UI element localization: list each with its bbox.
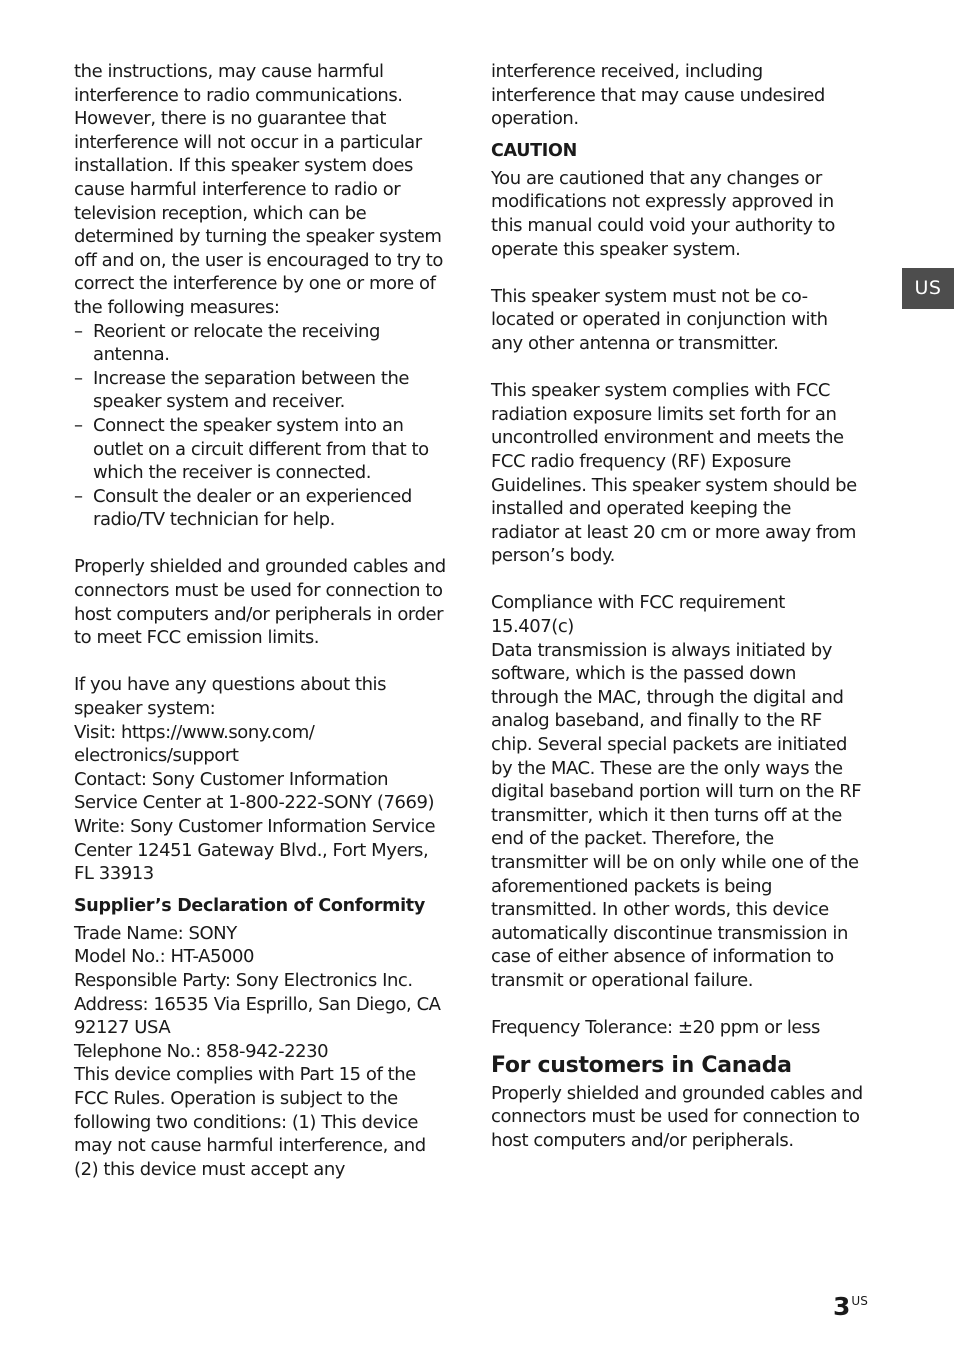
page-number-value: 3 [833, 1292, 851, 1321]
caution-heading: CAUTION [491, 140, 577, 161]
co-location-paragraph: This speaker system must not be co-located or operated in conjunction with any other antenna or transmitter. [491, 285, 828, 354]
part15-compliance-paragraph: This device complies with Part 15 of the FCC Rules. Operation is subject to the following two conditions: (1) This device may not cause harmful interference, and (2) this device must accept any [74, 1064, 426, 1180]
visit-line: Visit: https://www.sony.com/ electronics/support [74, 721, 315, 767]
page-number-suffix: US [851, 1294, 868, 1308]
left-column [74, 60, 450, 1181]
canada-heading: For customers in Canada [491, 1052, 792, 1078]
page-number [833, 1292, 868, 1321]
model-number-line: Model No.: HT-A5000 [74, 946, 254, 968]
canada-paragraph: Properly shielded and grounded cables and connectors must be used for connection to host computers and/or peripherals. [491, 1082, 863, 1151]
shielded-cables-paragraph: Properly shielded and grounded cables and connectors must be used for connection to host computers and/or peripherals in order to meet FCC emission limits. [74, 556, 446, 649]
interference-continuation-paragraph: interference received, including interference that may cause undesired operation. [491, 61, 825, 130]
frequency-tolerance-line: Frequency Tolerance: ±20 ppm or less [491, 1017, 820, 1039]
right-column [491, 60, 863, 1153]
caution-paragraph: You are cautioned that any changes or modifications not expressly approved in this manual could void your authority to operate this speaker system. [491, 167, 835, 260]
rf-exposure-paragraph: This speaker system complies with FCC radiation exposure limits set forth for an uncontrolled environment and meets the FCC radio frequency (RF) Exposure Guidelines. This speaker system should be installed and operated keeping the radiator at least 20 cm or more away from person’s body. [491, 380, 857, 567]
region-tab: US [902, 268, 954, 309]
measure-item: – Consult the dealer or an experienced radio/TV technician for help. [74, 485, 450, 532]
data-transmission-paragraph: Data transmission is always initiated by software, which is the passed down through the MAC, through the digital and analog baseband, and finally to the RF chip. Several special packets are initiated by the MAC. These are the only ways the digital baseband portion will turn on the RF transmitter, which it then turns off at the end of the packet. Therefore, the transmitter will be on only while one of the aforementioned packets is being transmitted. In other words, this device automatically discontinue transmission in case of either absence of information to transmit or operational failure. [491, 639, 862, 991]
measure-item: – Connect the speaker system into an outlet on a circuit different from that to which the receiver is connected. [74, 414, 450, 485]
measure-item: – Increase the separation between the speaker system and receiver. [74, 367, 450, 414]
fcc-interference-paragraph: the instructions, may cause harmful interference to radio communications. However, there is no guarantee that interference will not occur in a particular installation. If this speaker system does cause harmful interference to radio or television reception, which can be determined by turning the speaker system off and on, the user is encouraged to try to correct the interference by one or more of the following measures: [74, 61, 443, 318]
write-line: Write: Sony Customer Information Service Center 12451 Gateway Blvd., Fort Myers, FL 33913 [74, 816, 436, 885]
measure-item: – Reorient or relocate the receiving antenna. [74, 320, 450, 367]
address-line: Address: 16535 Via Esprillo, San Diego, CA 92127 USA [74, 993, 441, 1039]
measures-list [74, 320, 450, 532]
questions-line: If you have any questions about this speaker system: [74, 674, 387, 720]
sdoc-heading: Supplier’s Declaration of Conformity [74, 895, 425, 916]
trade-name-line: Trade Name: SONY [74, 922, 237, 944]
responsible-party-line: Responsible Party: Sony Electronics Inc. [74, 969, 413, 991]
contact-line: Contact: Sony Customer Information Service Center at 1-800-222-SONY (7669) [74, 768, 435, 814]
telephone-line: Telephone No.: 858-942-2230 [74, 1040, 329, 1062]
fcc-15407-title: Compliance with FCC requirement 15.407(c) [491, 592, 785, 638]
